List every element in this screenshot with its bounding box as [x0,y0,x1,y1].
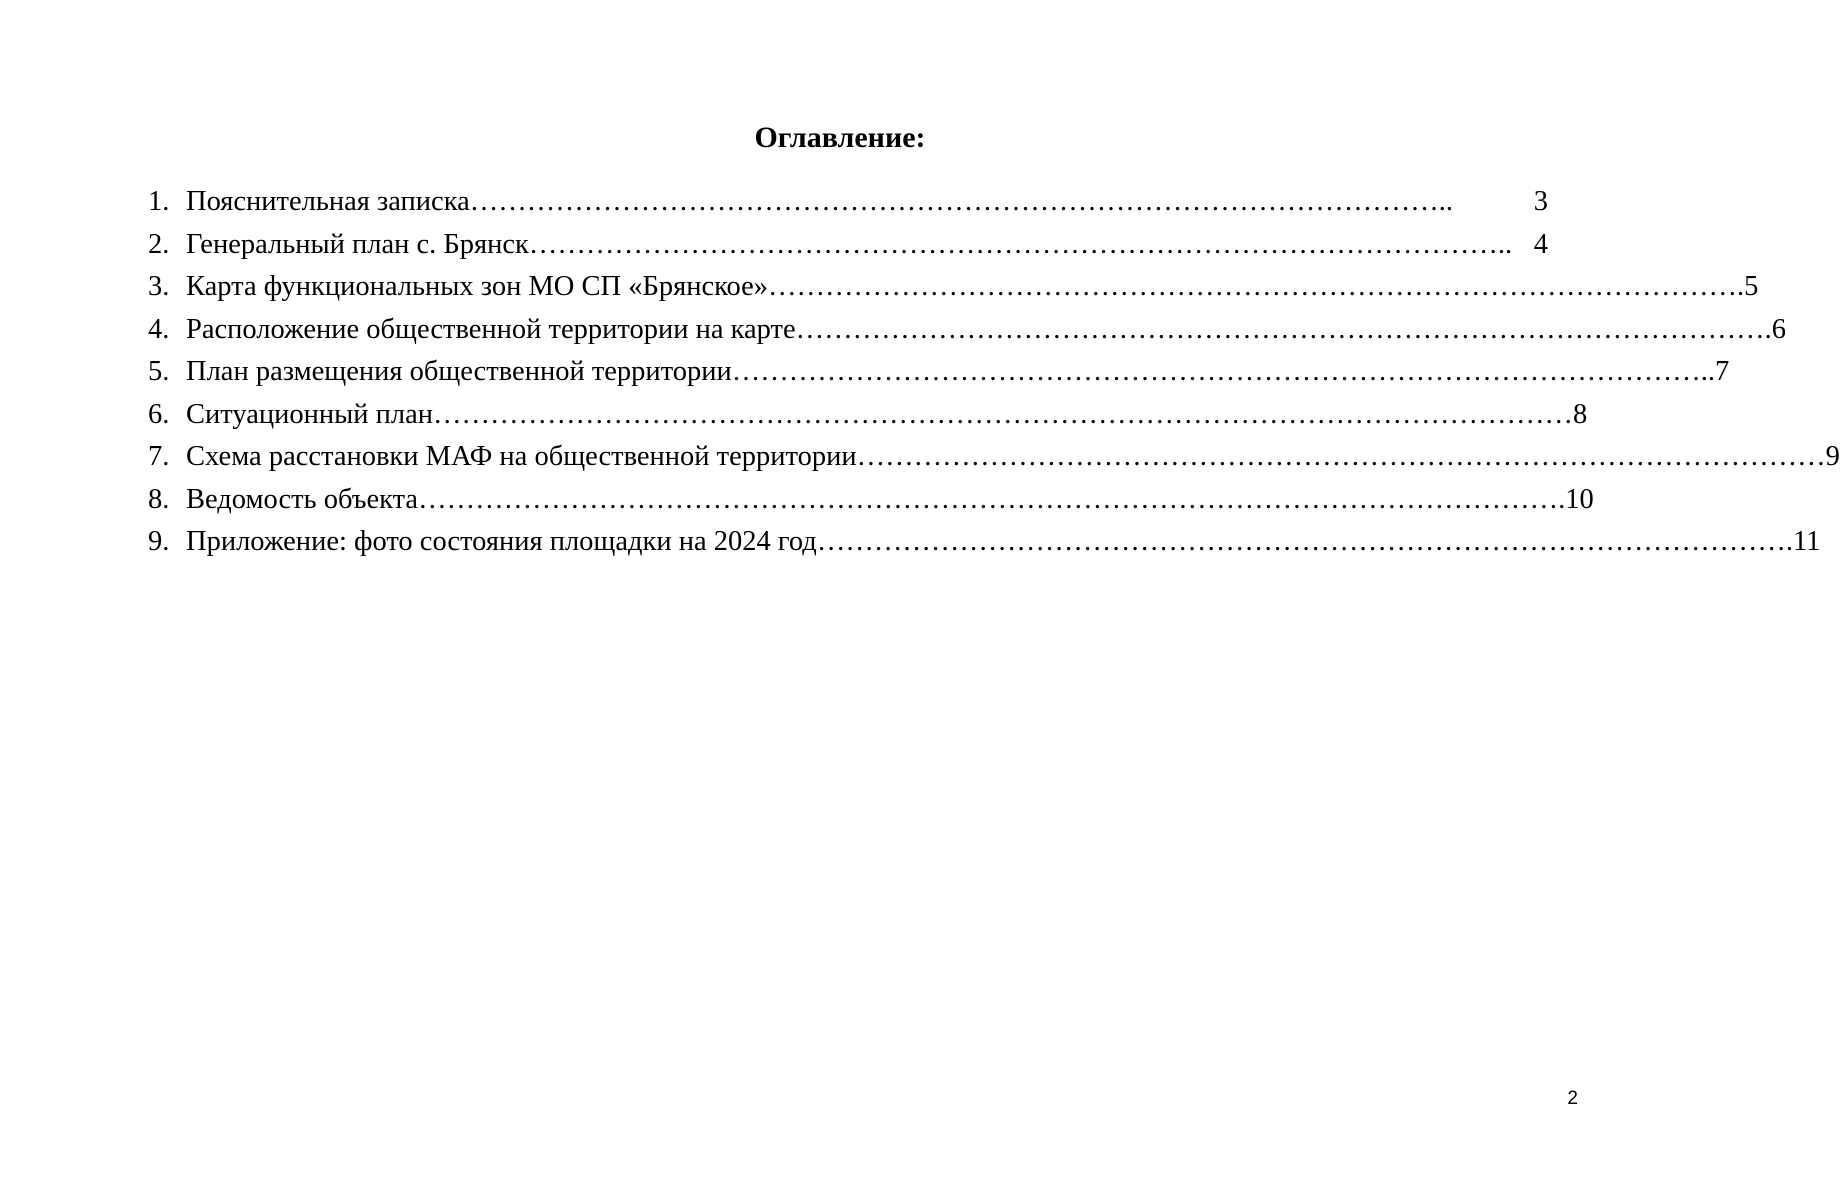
toc-item-leader: ………………………………………………………………………………………….. [469,186,1454,217]
toc-item-leader: …………………………………………………………………………………………. [816,526,1793,557]
toc-item-number: 5. [148,356,170,387]
toc-item-text: Приложение: фото состояния площадки на 2024 год [186,526,817,557]
toc-item-page: 7 [1715,356,1730,387]
table-of-contents [148,181,1840,564]
toc-item-leader: ………………………………………………………………………………………….. [528,228,1513,260]
toc-item-number: 8. [148,483,170,515]
toc-item-page: 4 [1533,228,1548,260]
toc-item-text: Генеральный план с. Брянск [186,228,529,260]
toc-item-4 [148,309,1787,352]
toc-item-leader: …………………………………………………………………………………………. [768,271,1745,302]
toc-item-number: 2. [148,228,170,260]
toc-item-number: 6. [148,398,170,430]
toc-item-3 [148,266,1759,309]
toc-item-text: Схема расстановки МАФ на общественной территории [186,441,857,472]
toc-item-text: Пояснительная записка [186,186,470,217]
toc-item-text: Расположение общественной территории на карте [186,313,796,345]
toc-item-page: 8 [1573,398,1588,430]
toc-item-page: 5 [1744,271,1759,302]
toc-item-number: 3. [148,271,170,302]
toc-item-number: 4. [148,313,170,345]
toc-item-text: Ведомость объекта [186,483,419,515]
toc-title: Оглавление: [754,121,926,154]
toc-item-leader: ………………………………………………………………………………………….. [731,356,1716,387]
toc-item-5 [148,351,1730,394]
toc-item-2 [148,224,1548,267]
toc-item-text: План размещения общественной территории [186,356,732,387]
toc-item-1 [148,181,1548,224]
toc-item-text: Ситуационный план [186,398,434,430]
toc-item-number: 9. [148,526,170,557]
toc-item-number: 7. [148,441,170,472]
page-number: 2 [1567,1088,1578,1109]
toc-item-number: 1. [148,186,170,217]
toc-item-7 [148,436,1840,479]
toc-item-6 [148,394,1588,437]
toc-item-leader: …………………………………………………………………………………………. [795,313,1772,345]
toc-item-text: Карта функциональных зон МО СП «Брянское» [186,271,768,302]
toc-item-page: 3 [1533,186,1548,217]
toc-item-9 [148,521,1821,564]
toc-item-leader: …………………………………………………………………………………………………………. [418,483,1566,515]
toc-item-page: 6 [1771,313,1787,345]
toc-item-page: 9 [1825,441,1840,472]
toc-item-8 [148,479,1594,522]
toc-item-leader: ………………………………………………………………………………………… [856,441,1826,472]
toc-item-page: 11 [1792,526,1821,557]
toc-item-page: 10 [1565,483,1594,515]
toc-item-leader: ………………………………………………………………………………………………………… [433,398,1574,430]
